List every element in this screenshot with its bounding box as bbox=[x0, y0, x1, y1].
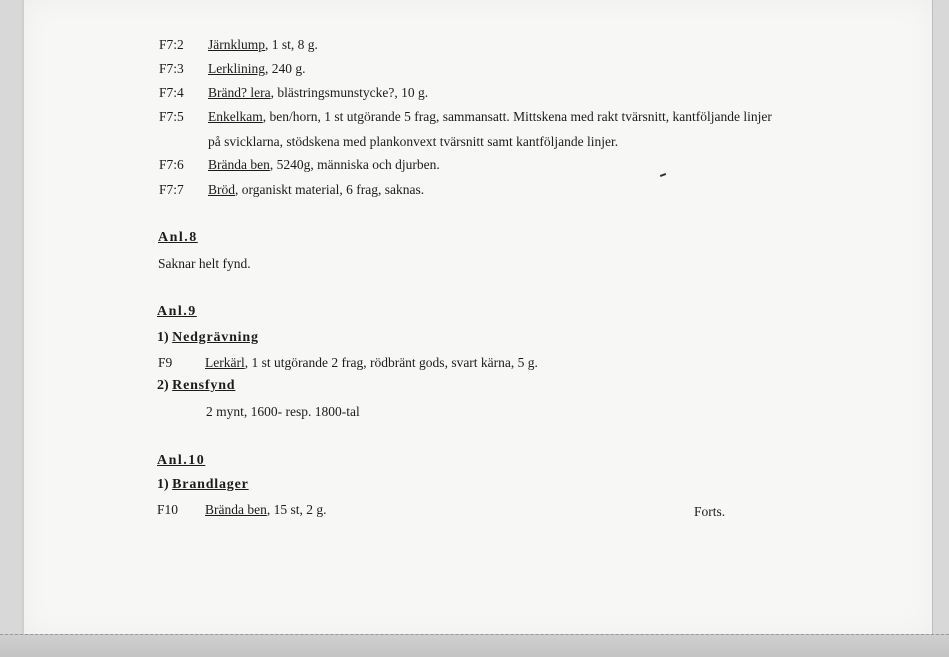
find-description: Bränd? lera, blästringsmunstycke?, 10 g. bbox=[208, 85, 429, 100]
scan-edge bbox=[0, 634, 949, 657]
find-code: F7:2 bbox=[159, 37, 184, 52]
find-code: F7:3 bbox=[159, 61, 184, 76]
find-term: Enkelkam bbox=[208, 109, 263, 124]
find-code: F7:4 bbox=[159, 85, 184, 100]
section-heading-anl10: Anl.10 bbox=[157, 453, 206, 468]
find-term: Brända ben bbox=[208, 157, 270, 172]
find-term: Lerkärl bbox=[205, 355, 245, 370]
find-description: Lerklining, 240 g. bbox=[208, 61, 306, 76]
continued-note: Forts. bbox=[694, 504, 726, 519]
find-code: F7:6 bbox=[159, 157, 184, 172]
find-code: F10 bbox=[157, 502, 179, 517]
find-term: Bröd bbox=[208, 182, 235, 197]
subheading-rensfynd: 2) Rensfynd bbox=[157, 378, 236, 393]
find-description: Lerkärl, 1 st utgörande 2 frag, rödbränt gods, svart kärna, 5 g. bbox=[205, 355, 538, 370]
find-term: Bränd? lera bbox=[208, 85, 271, 100]
find-description: Bröd, organiskt material, 6 frag, saknas. bbox=[208, 182, 425, 197]
find-code: F9 bbox=[158, 355, 173, 370]
find-description-continued: på svicklarna, stödskena med plankonvext tvärsnitt samt kantföljande linjer. bbox=[208, 134, 619, 149]
section-text: Saknar helt fynd. bbox=[158, 256, 251, 271]
find-code: F7:7 bbox=[159, 182, 184, 197]
find-description: Brända ben, 5240g, människa och djurben. bbox=[208, 157, 440, 172]
subheading-nedgravning: 1) Nedgrävning bbox=[157, 330, 259, 345]
find-description: Järnklump, 1 st, 8 g. bbox=[208, 37, 318, 52]
section-heading-anl9: Anl.9 bbox=[157, 304, 197, 319]
section-heading-anl8: Anl.8 bbox=[158, 230, 198, 245]
section-text: 2 mynt, 1600- resp. 1800-tal bbox=[206, 404, 360, 419]
subheading-brandlager: 1) Brandlager bbox=[157, 477, 249, 492]
find-code: F7:5 bbox=[159, 109, 184, 124]
find-term: Järnklump bbox=[208, 37, 265, 52]
find-description: Enkelkam, ben/horn, 1 st utgörande 5 frag, sammansatt. Mittskena med rakt tvärsnitt, kantföljande linjer bbox=[208, 109, 772, 124]
find-term: Brända ben bbox=[205, 502, 267, 517]
find-description: Brända ben, 15 st, 2 g. bbox=[205, 502, 327, 517]
find-term: Lerklining bbox=[208, 61, 265, 76]
